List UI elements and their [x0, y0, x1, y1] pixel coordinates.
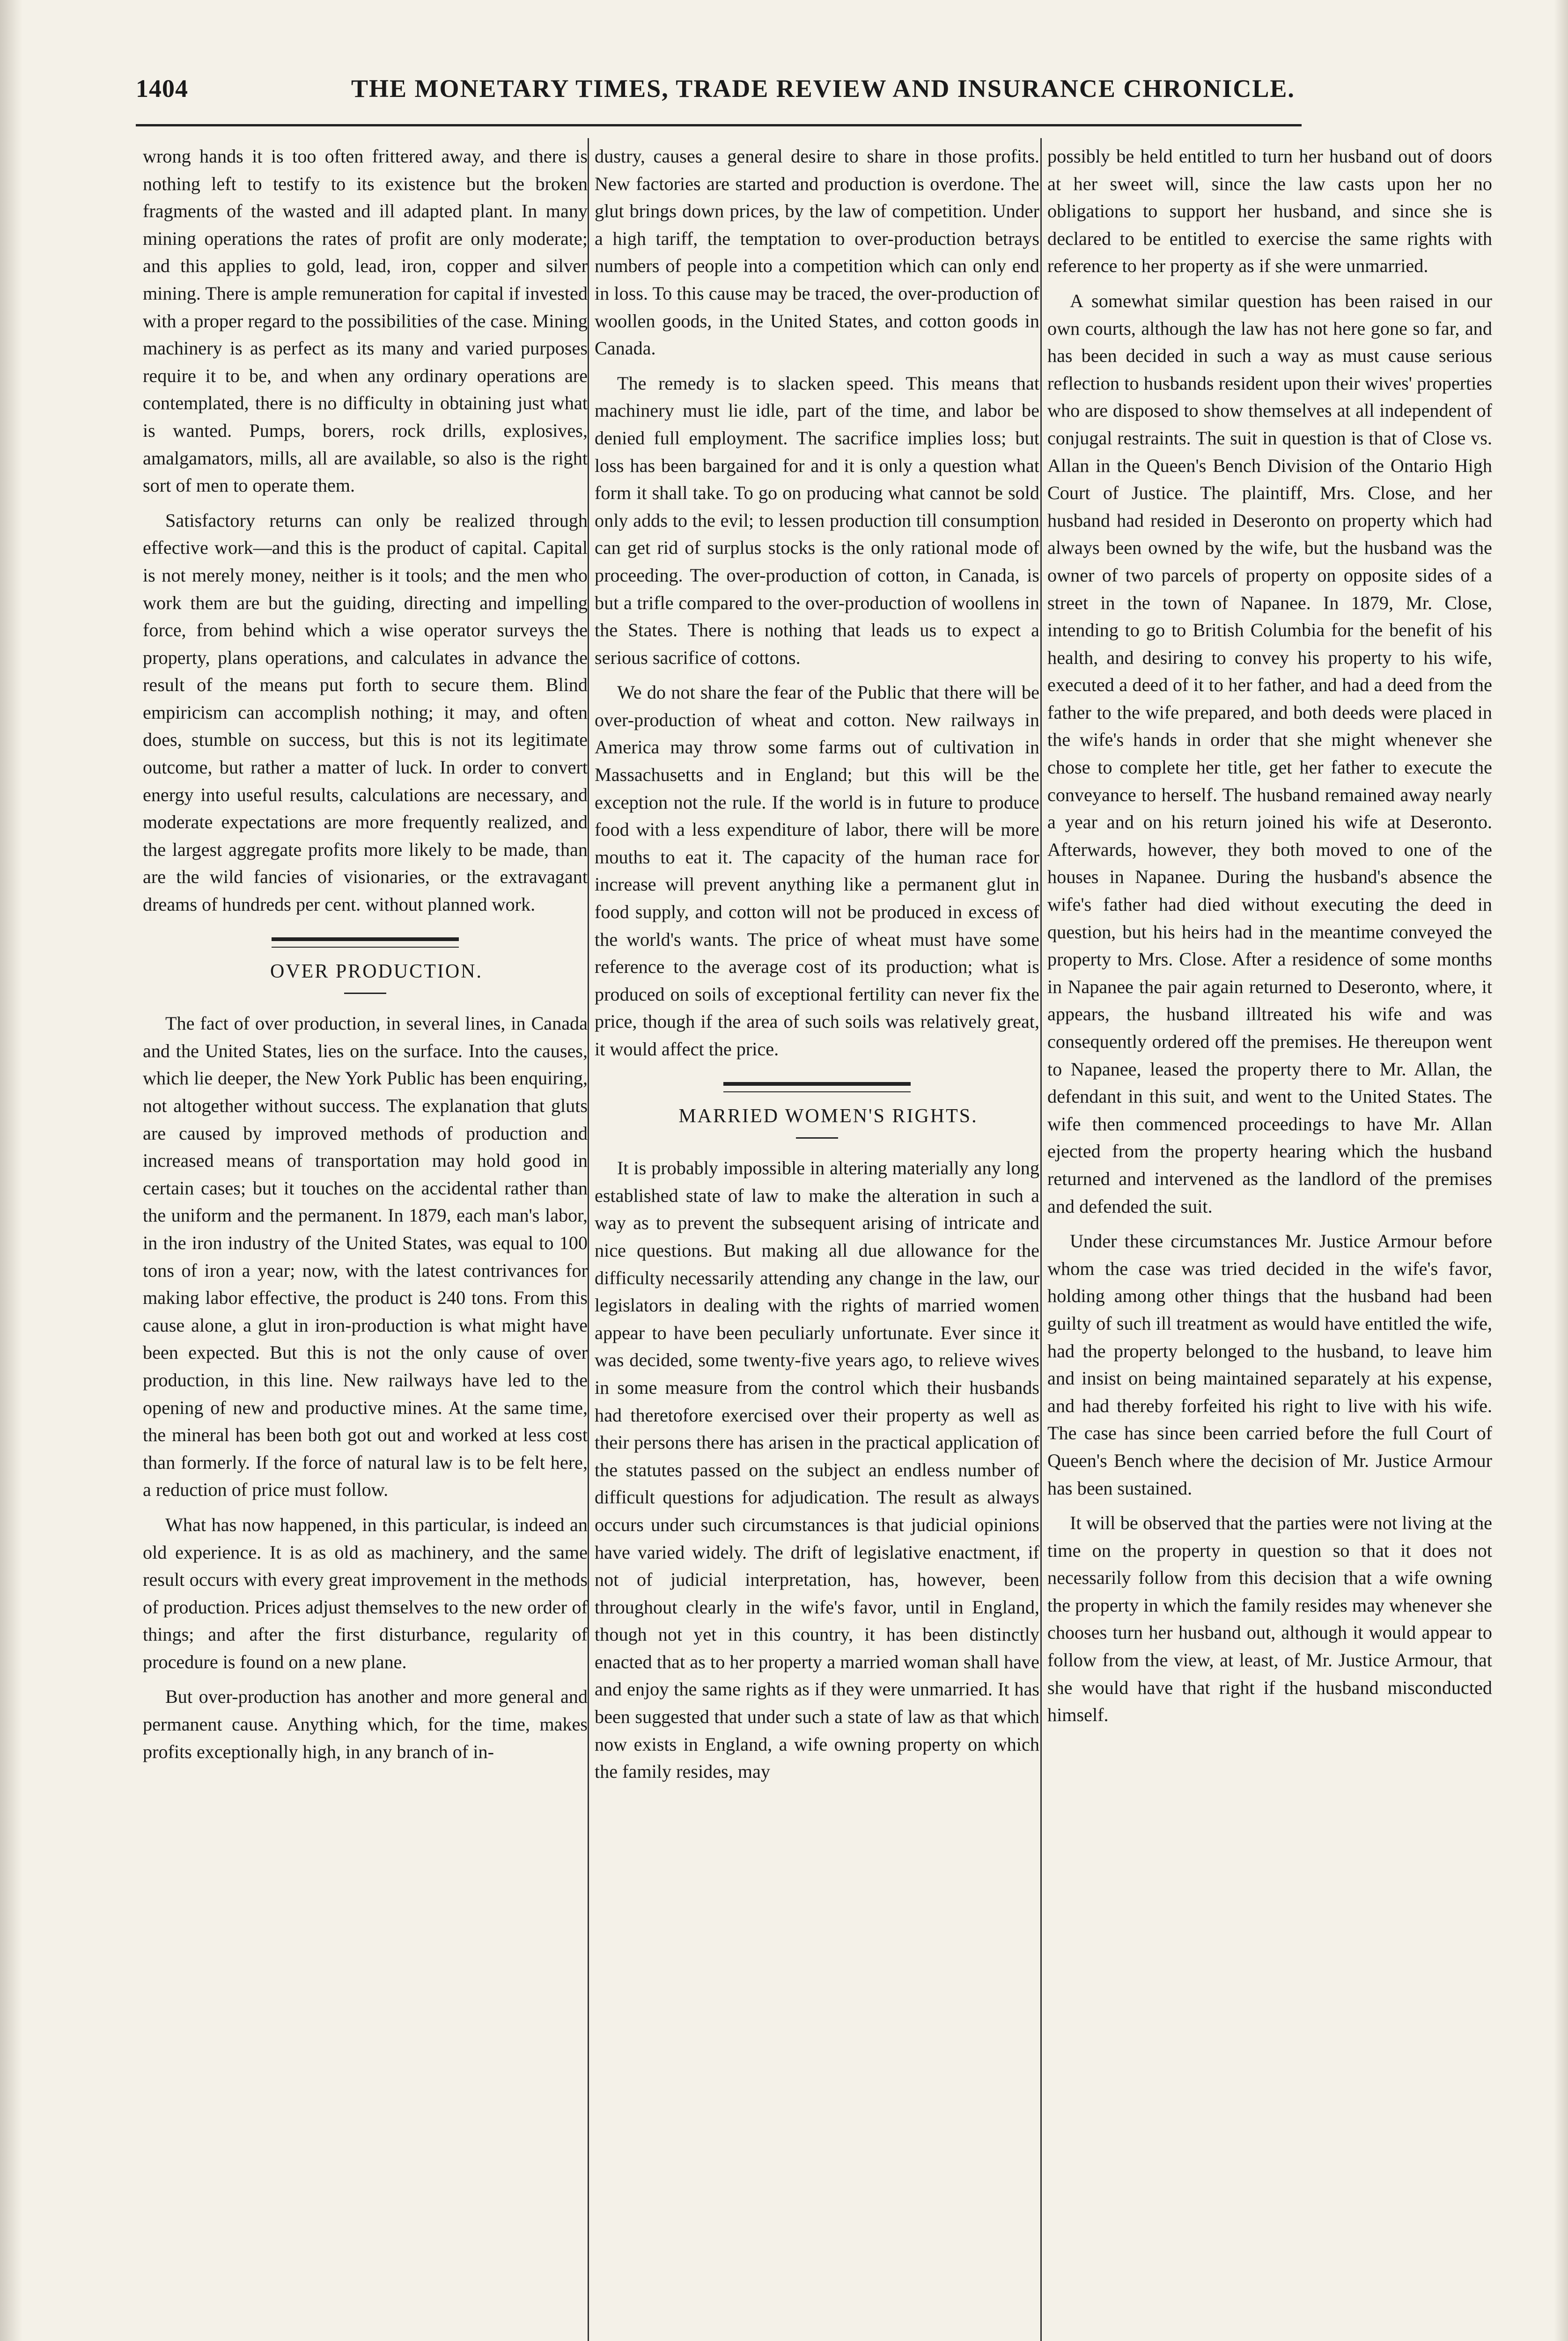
paragraph: A somewhat similar question has been raised in our own courts, although the law has not here gone so far, and has been decided in such a way as must cause serious reflection to husbands resident upon their wives' properties who are disposed to show themselves at all independent of conjugal restraints. The suit in question is that of Close vs. Allan in the Queen's Bench Division of the Ontario High Court of Justice. The plaintiff, Mrs. Close, and her husband had resided in Deseronto on property which had always been owned by the wife, but the husband was the owner of two parcels of property on opposite sides of a street in the town of Napanee. In 1879, Mr. Close, intending to go to British Columbia for the benefit of his health, and desiring to convey his property to his wife, executed a deed of it to her father, and had a deed from the father to the wife prepared, and both deeds were placed in the wife's hands in order that she might whenever she chose to complete her title, get her father to execute the conveyance to herself. The husband remained away nearly a year and on his return joined his wife at Deseronto. Afterwards, however, they both moved to one of the houses in Napanee. During the husband's absence the wife's father had died without executing the deed in question, but his heirs had in the meantime conveyed the property to Mrs. Close. After a residence of some months in Napanee the pair again returned to Deseronto, where, it appears, the husband illtreated his wife and was consequently ordered off the premises. He thereupon went to Napanee, leased the property there to Mr. Allan, the defendant in this suit, and went to the United States. The wife then commenced proceedings to have Mr. Allan ejected from the property hearing which the husband returned and intervened as the landlord of the premises and defended the suit.	[1047, 290, 1492, 1217]
heading-rule	[796, 1137, 838, 1139]
section-divider-thin	[723, 1091, 911, 1092]
header-rule	[136, 124, 1302, 126]
column-3	[1047, 143, 1492, 1737]
page-edge-left	[0, 0, 22, 2341]
column-rule	[1040, 138, 1042, 2341]
paragraph: The fact of over production, in several lines, in Canada and the United States, lies on the surface. Into the causes, which lie deeper, the New York Public has been enquiring, not altogether without success. The explanation that gluts are caused by improved methods of production and increased means of transportation may hold good in certain cases; but it touches on the accidental rather than the uniform and the permanent. In 1879, each man's labor, in the iron industry of the United States, was equal to 100 tons of iron a year; now, with the latest contrivances for making labor effective, the product is 240 tons. From this cause alone, a glut in iron-production is what might have been expected. But this is not the only cause of over production, in this line. New railways have led to the opening of new and productive mines. At the same time, the mineral has been both got out and worked at less cost than formerly. If the force of natural law is to be felt here, a reduction of price must follow.	[143, 1013, 588, 1501]
article-heading: OVER PRODUCTION.	[270, 960, 483, 982]
heading-rule	[344, 993, 386, 994]
paragraph: But over-production has another and more general and permanent cause. Anything which, for the time, makes profits exceptionally high, in any branch of in-	[143, 1686, 588, 1762]
page-number: 1404	[136, 74, 188, 103]
column-2	[595, 143, 1039, 1793]
column-rule	[588, 138, 589, 2341]
paragraph: possibly be held entitled to turn her husband out of doors at her sweet will, since the law casts upon her no obligations to support her husband, and since she is declared to be entitled to exercise the same rights with reference to her property as if she were unmarried.	[1047, 146, 1492, 277]
section-divider	[723, 1082, 911, 1086]
paragraph: We do not share the fear of the Public that there will be over-production of wheat and cotton. New railways in America may throw some farms out of cultivation in Massachusetts and in England; but this will be the exception not the rule. If the world is in future to produce food with a less expenditure of labor, there will be more mouths to eat it. The capacity of the human race for increase will prevent anything like a permanent glut in food supply, and cotton will not be produced in excess of the world's wants. The price of wheat must have some reference to the average cost of its production; what is produced on soils of exceptional fertility can never fix the price, though if the area of such soils was relatively great, it would affect the price.	[595, 682, 1039, 1060]
paragraph: Under these circumstances Mr. Justice Armour before whom the case was tried decided in the wife's favor, holding among other things that the husband had been guilty of such ill treatment as would have entitled the wife, had the property belonged to the husband, to leave him and insist on being maintained separately at his expense, and had thereby forfeited his right to live with his wife. The case has since been carried before the full Court of Queen's Bench where the decision of Mr. Justice Armour has been sustained.	[1047, 1230, 1492, 1499]
page-edge-right	[1554, 0, 1568, 2341]
section-divider	[272, 937, 459, 941]
article-heading: MARRIED WOMEN'S RIGHTS.	[678, 1105, 978, 1127]
paragraph: wrong hands it is too often frittered away, and there is nothing left to testify to its existence but the broken fragments of the wasted and ill adapted plant. In many mining operations the rates of profit are only moderate; and this applies to gold, lead, iron, copper and silver mining. There is ample remuneration for capital if invested with a proper regard to the possibilities of the case. Mining machinery is as perfect as its many and varied purposes require it to be, and when any ordinary operations are contemplated, there is no difficulty in obtaining just what is wanted. Pumps, borers, rock drills, explosives, amalgamators, mills, all are available, so also is the right sort of men to operate them.	[143, 146, 588, 496]
paragraph: The remedy is to slacken speed. This means that machinery must lie idle, part of the time, and labor be denied full employment. The sacrifice implies loss; but loss has been bargained for and it is only a question what form it shall take. To go on producing what cannot be sold only adds to the evil; to lessen production till consumption can get rid of surplus stocks is the only rational mode of proceeding. The over-production of cotton, in Canada, is but a trifle compared to the over-production of woollens in the States. There is nothing that leads us to expect a serious sacrifice of cottons.	[595, 372, 1039, 668]
masthead-title: THE MONETARY TIMES, TRADE REVIEW AND INSURANCE CHRONICLE.	[351, 74, 1295, 103]
paragraph: It will be observed that the parties were not living at the time on the property in question so that it does not necessarily follow from this decision that a wife owning the property in which the family resides may whenever she chooses turn her husband out, although it would appear to follow from the view, at least, of Mr. Justice Armour, that she would have that right if the husband misconducted himself.	[1047, 1512, 1492, 1726]
paragraph: dustry, causes a general desire to share in those profits. New factories are started and production is overdone. The glut brings down prices, by the law of competition. Under a high tariff, the temptation to over-production betrays numbers of people into a competition which can only end in loss. To this cause may be traced, the over-production of woollen goods, in the United States, and cotton goods in Canada.	[595, 146, 1039, 359]
column-1	[143, 143, 588, 1773]
section-divider-thin	[272, 947, 459, 948]
paragraph: It is probably impossible in altering materially any long established state of law to make the alteration in such a way as to prevent the subsequent arising of intricate and nice questions. But making all due allowance for the difficulty necessarily attending any change in the law, our legislators in dealing with the rights of married women appear to have been peculiarly unfortunate. Ever since it was decided, some twenty-five years ago, to relieve wives in some measure from the control which their husbands had theretofore exercised over their property as well as their persons there has arisen in the practical application of the statutes passed on the subject an endless number of difficult questions for adjudication. The result as always occurs under such circumstances is that judicial opinions have varied widely. The drift of legislative enactment, if not of judicial interpretation, has, however, been throughout clearly in the wife's favor, until in England, though not yet in this country, it has been distinctly enacted that as to her property a married woman shall have and enjoy the same rights as if they were unmarried. It has been suggested that under such a state of law as that which now exists in England, a wife owning property on which the family resides, may	[595, 1157, 1039, 1782]
paragraph: Satisfactory returns can only be realized through effective work—and this is the product of capital. Capital is not merely money, neither is it tools; and the men who work them are but the guiding, directing and impelling force, from behind which a wise operator surveys the property, plans operations, and calculates in advance the result of the means put forth to secure them. Blind empiricism can accomplish nothing; it may, and often does, stumble on success, but this is not its legitimate outcome, but rather a matter of luck. In order to convert energy into useful results, calculations are necessary, and moderate expectations are more frequently realized, and the largest aggregate profits more likely to be made, than are the wild fancies of visionaries, or the extravagant dreams of hundreds per cent. without planned work.	[143, 509, 588, 915]
paragraph: What has now happened, in this particular, is indeed an old experience. It is as old as machinery, and the same result occurs with every great improvement in the methods of production. Prices adjust themselves to the new order of things; and after the first disturbance, regularity of procedure is found on a new plane.	[143, 1514, 588, 1672]
page-header	[136, 70, 1302, 112]
